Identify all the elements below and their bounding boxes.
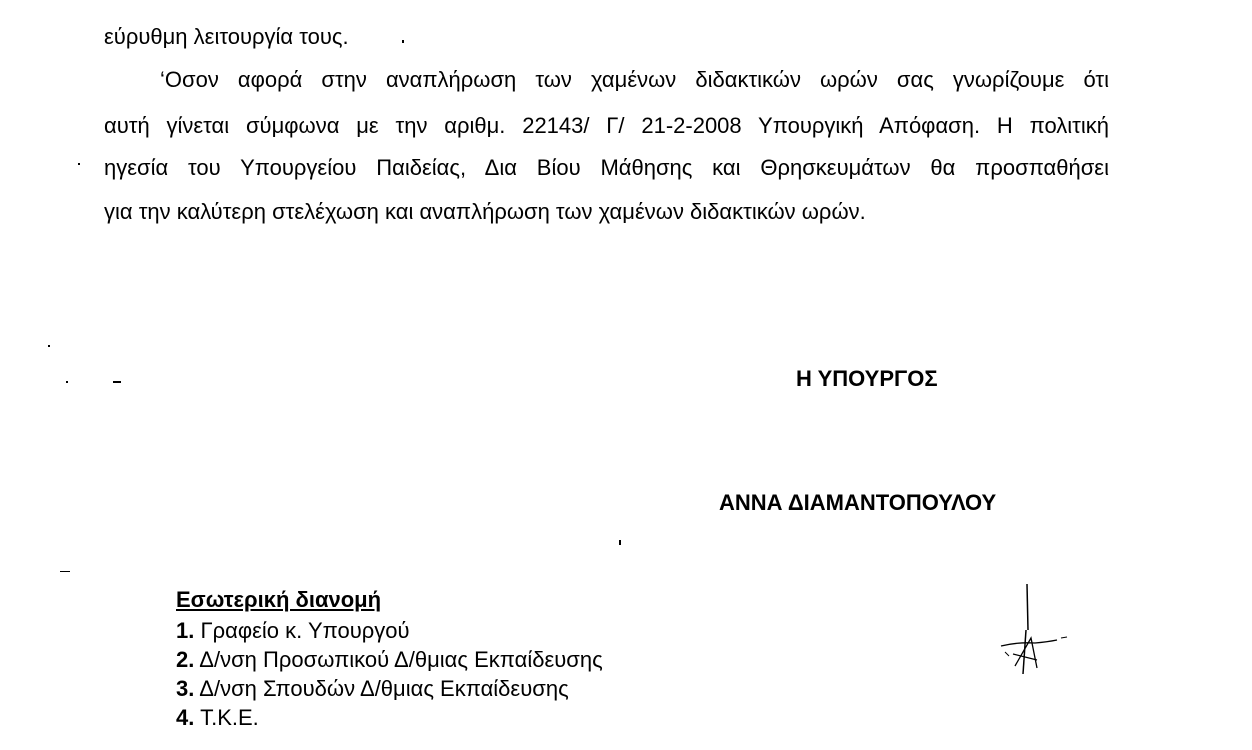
paragraph-line-3: αυτή γίνεται σύμφωνα με την αριθμ. 22143/ Γ/ 21-2-2008 Υπουργική Απόφαση. Η πολιτική <box>104 113 1109 138</box>
signatory-name: ΑΝΝΑ ΔΙΑΜΑΝΤΟΠΟΥΛΟΥ <box>719 490 997 515</box>
distribution-item: 3. Δ/νση Σπουδών Δ/θμιας Εκπαίδευσης <box>176 676 569 701</box>
scan-speck <box>48 345 50 347</box>
distribution-heading: Εσωτερική διανομή <box>176 587 382 612</box>
paragraph-line-5: για την καλύτερη στελέχωση και αναπλήρωση των χαμένων διδακτικών ωρών. <box>104 199 866 224</box>
distribution-item: 4. Τ.Κ.Ε. <box>176 705 259 730</box>
paragraph-line-4: ηγεσία του Υπουργείου Παιδείας, Δια Βίου Μάθησης και Θρησκευμάτων θα προσπαθήσει <box>104 155 1109 180</box>
scan-speck <box>60 571 70 572</box>
distribution-list <box>176 616 603 732</box>
scan-speck <box>113 381 121 383</box>
paragraph-line-1: εύρυθμη λειτουργία τους. <box>104 24 349 49</box>
distribution-item: 2. Δ/νση Προσωπικού Δ/θμιας Εκπαίδευσης <box>176 647 603 672</box>
scan-speck <box>66 381 68 383</box>
scan-speck <box>78 163 80 165</box>
handwritten-initial-mark <box>995 578 1075 688</box>
distribution-item: 1. Γραφείο κ. Υπουργού <box>176 618 410 643</box>
scan-speck <box>619 540 621 545</box>
scan-speck <box>402 40 404 43</box>
paragraph-line-2: ‘Οσον αφορά στην αναπλήρωση των χαμένων διδακτικών ωρών σας γνωρίζουμε ότι <box>160 67 1109 92</box>
signatory-title: Η ΥΠΟΥΡΓΟΣ <box>796 366 938 391</box>
